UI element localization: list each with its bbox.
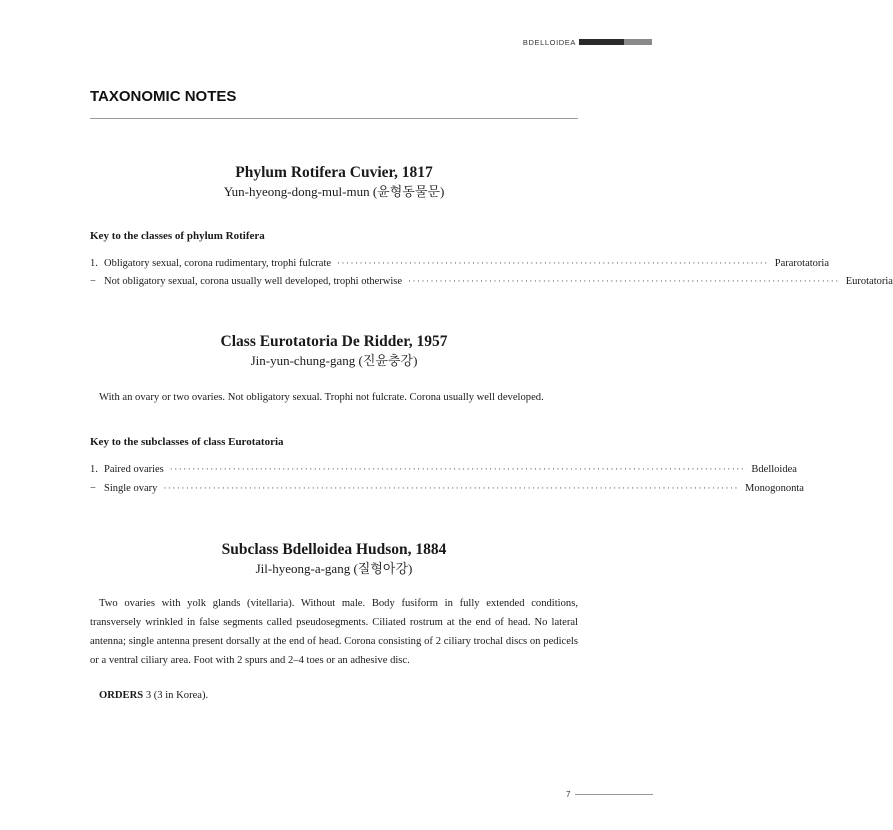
key-couplet bbox=[90, 276, 893, 287]
couplet-number: − bbox=[90, 483, 96, 494]
page-number: 7 bbox=[566, 790, 571, 799]
subclass-description: Two ovaries with yolk glands (vitellaria). Without male. Body fusiform in fully extended conditions, transversely wrinkled in false segments called pseudosegments. Ciliated rostrum at the end of head. No lateral antenna; single antenna present dorsally at the end of head. Corona consisting of 2 ciliary trochal discs on pedicels or a ventral ciliary area. Foot with 2 spurs and 2–4 toes or an adhesive disc. bbox=[90, 598, 578, 666]
orders-line bbox=[99, 690, 208, 701]
section-title: TAXONOMIC NOTES bbox=[90, 88, 237, 105]
class-description: With an ovary or two ovaries. Not obligatory sexual. Trophi not fulcrate. Corona usually well developed. bbox=[99, 392, 544, 403]
orders-label: ORDERS bbox=[99, 690, 144, 701]
leader-dots: ································································································································ bbox=[169, 464, 746, 474]
orders-text: 3 (3 in Korea). bbox=[145, 690, 209, 701]
couplet-text: Obligatory sexual, corona rudimentary, trophi fulcrate bbox=[104, 258, 332, 269]
phylum-name: Phylum Rotifera Cuvier, 1817 bbox=[235, 164, 433, 181]
couplet-taxon: Monogononta bbox=[745, 483, 804, 494]
couplet-number: − bbox=[90, 276, 96, 287]
leader-dots: ································································································································ bbox=[163, 483, 739, 493]
couplet-taxon: Pararotatoria bbox=[774, 258, 829, 269]
running-head-bar-dark bbox=[579, 39, 624, 45]
running-head bbox=[523, 38, 652, 46]
leader-dots: ································································································ bbox=[408, 276, 840, 286]
leader-dots: ································································································ bbox=[337, 258, 769, 268]
couplet-number: 1. bbox=[90, 258, 98, 269]
phylum-korean-name: Yun-hyeong-dong-mul-mun (윤형동물문) bbox=[223, 184, 445, 199]
key-couplet bbox=[90, 258, 829, 269]
couplet-taxon: Bdelloidea bbox=[751, 464, 797, 475]
class-korean-name: Jin-yun-chung-gang (진윤충강) bbox=[250, 353, 418, 368]
couplet-text: Single ovary bbox=[104, 483, 158, 494]
subclass-heading bbox=[90, 540, 578, 578]
footer-rule bbox=[575, 794, 653, 795]
subclass-korean-name: Jil-hyeong-a-gang (질형아강) bbox=[255, 561, 413, 576]
phylum-heading bbox=[90, 163, 578, 201]
subclass-name: Subclass Bdelloidea Hudson, 1884 bbox=[221, 541, 447, 558]
key-couplet bbox=[90, 464, 797, 475]
couplet-text: Not obligatory sexual, corona usually well developed, trophi otherwise bbox=[104, 276, 403, 287]
key-couplet bbox=[90, 483, 804, 494]
page-footer bbox=[566, 790, 653, 799]
section-divider bbox=[90, 118, 578, 119]
couplet-text: Paired ovaries bbox=[104, 464, 164, 475]
running-head-label: BDELLOIDEA bbox=[522, 37, 576, 47]
couplet-taxon: Eurotatoria bbox=[845, 276, 893, 287]
class-heading bbox=[90, 332, 578, 370]
key-classes-title: Key to the classes of phylum Rotifera bbox=[90, 230, 265, 242]
running-head-bar-light bbox=[624, 39, 652, 45]
key-subclasses-title: Key to the subclasses of class Eurotatoria bbox=[90, 436, 284, 448]
couplet-number: 1. bbox=[90, 464, 98, 475]
class-name: Class Eurotatoria De Ridder, 1957 bbox=[220, 333, 448, 350]
